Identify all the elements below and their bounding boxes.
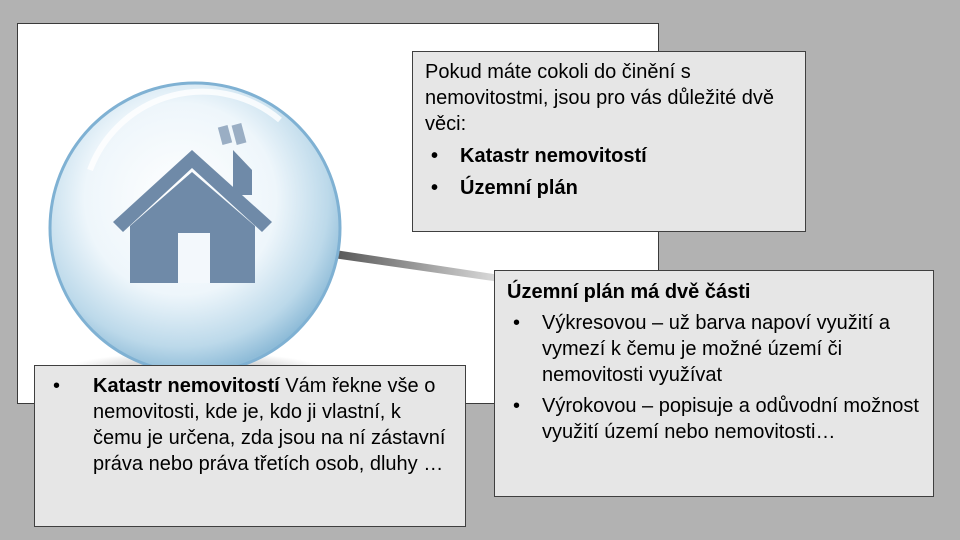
cadastre-box bbox=[34, 365, 466, 527]
list-item-statement-part: Výrokovou – popisuje a odůvodní možnost využití území nebo nemovitosti… bbox=[542, 395, 919, 443]
list-item-drawing-part: Výkresovou – už barva napoví využití a vymezí k čemu je možné území či nemovitosti využívat bbox=[542, 312, 890, 386]
cadastre-term: Katastr nemovitostí bbox=[93, 375, 280, 397]
intro-box bbox=[412, 51, 806, 232]
list-item: • Katastr nemovitostí Vám řekne vše o nemovitosti, kde je, kdo ji vlastní, k čemu je určena, zda jsou na ní zástavní práva nebo práva třetích osob, dluhy … bbox=[53, 375, 446, 475]
list-item-zoning-plan: Územní plán bbox=[460, 177, 578, 199]
list-item: • Katastr nemovitostí bbox=[431, 145, 647, 167]
list-item-cadastre: Katastr nemovitostí bbox=[460, 145, 647, 167]
zoning-plan-list bbox=[507, 310, 921, 445]
list-item: • Výrokovou – popisuje a odůvodní možnost využití území nebo nemovitosti… bbox=[513, 395, 919, 443]
intro-list bbox=[425, 143, 793, 201]
cadastre-description: Vám řekne vše o nemovitosti, kde je, kdo ji vlastní, k čemu je určena, zda jsou na ní zástavní práva nebo práva třetích osob, dluhy … bbox=[93, 375, 446, 475]
zoning-plan-heading: Územní plán má dvě části bbox=[507, 281, 751, 303]
intro-text: Pokud máte cokoli do činění s nemovitostmi, jsou pro vás důležité dvě věci: bbox=[425, 61, 775, 135]
zoning-plan-box bbox=[494, 270, 934, 497]
list-item: • Výkresovou – už barva napoví využití a vymezí k čemu je možné území či nemovitosti využívat bbox=[513, 312, 890, 386]
list-item: • Územní plán bbox=[431, 177, 578, 199]
cadastre-list bbox=[47, 373, 453, 477]
pointer-line bbox=[333, 250, 500, 282]
